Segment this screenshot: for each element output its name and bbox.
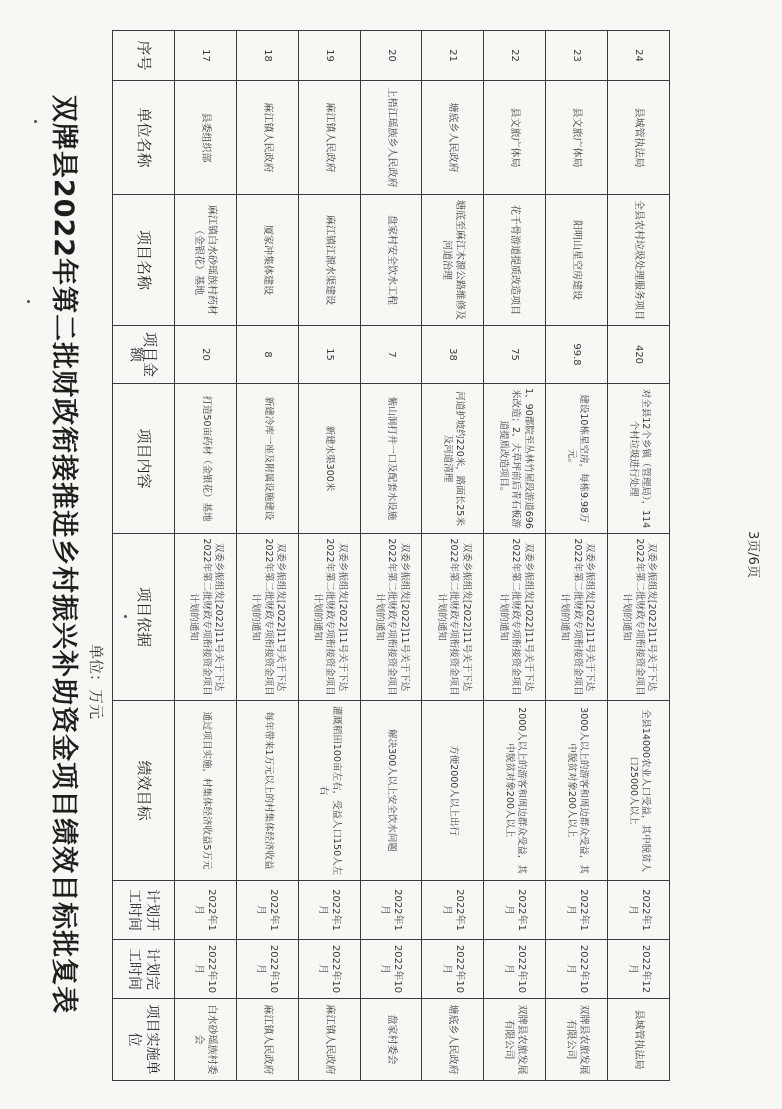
cell-unit-name: 上梧江瑶族乡人民政府 (360, 81, 422, 195)
cell-seq: 21 (422, 31, 484, 81)
cell-end: 2022年10月 (360, 940, 422, 999)
cell-unit-name: 县城管执法局 (608, 81, 670, 195)
cell-basis: 双委乡振组发[2022]11号关于下达2022年第二批财政专项衔接资金项目计划的通知 (175, 534, 237, 701)
cell-project-name: 塘底至麻江木源公路维修及河道治理 (422, 195, 484, 326)
cell-amount: 20 (175, 326, 237, 384)
cell-content: 打造50亩药材（金银花）基地 (175, 384, 237, 534)
cell-seq: 19 (298, 31, 360, 81)
cell-basis: 双委乡振组发[2022]11号关于下达2022年第二批财政专项衔接资金项目计划的通知 (360, 534, 422, 701)
page-number: 3页/6页 (745, 531, 760, 578)
header-row (113, 31, 175, 1081)
header-content: 项目内容 (113, 384, 175, 534)
cell-unit-name: 塘底乡人民政府 (422, 81, 484, 195)
cell-project-name: 麻江镇江源水渠建设 (298, 195, 360, 326)
cell-project-name: 厦家冲集体建设 (236, 195, 298, 326)
cell-start: 2022年1月 (422, 881, 484, 940)
cell-basis: 双委乡振组发[2022]11号关于下达2022年第二批财政专项衔接资金项目计划的通知 (546, 534, 608, 701)
cell-end: 2022年10月 (236, 940, 298, 999)
cell-content: 建设10栋星空房，每栋9.98万元。 (546, 384, 608, 534)
cell-basis: 双委乡振组发[2022]11号关于下达2022年第二批财政专项衔接资金项目计划的通知 (484, 534, 546, 701)
cell-unit-name: 县文旅广体局 (484, 81, 546, 195)
table-row (422, 31, 484, 1081)
cell-start: 2022年1月 (360, 881, 422, 940)
scan-speck (34, 120, 37, 123)
cell-seq: 20 (360, 31, 422, 81)
header-project-name: 项目名称 (113, 195, 175, 326)
cell-impl-unit: 盘家村委会 (360, 999, 422, 1081)
cell-unit-name: 麻江镇人民政府 (298, 81, 360, 195)
table-row (175, 31, 237, 1081)
cell-end: 2022年12月 (608, 940, 670, 999)
cell-amount: 38 (422, 326, 484, 384)
cell-end: 2022年10月 (484, 940, 546, 999)
header-impl-unit: 项目实施单位 (113, 999, 175, 1081)
cell-content: 新建水渠300米 (298, 384, 360, 534)
cell-amount: 7 (360, 326, 422, 384)
cell-project-name: 盘家村安全饮水工程 (360, 195, 422, 326)
header-seq: 序号 (113, 31, 175, 81)
cell-goal: 全县14000农业人口受益，其中脱贫人口25000人以上 (608, 701, 670, 881)
cell-goal: 方便2000人以上出行 (422, 701, 484, 881)
cell-goal: 3000人以上的游客和周边群众受益，其中脱贫对象200人以上 (546, 701, 608, 881)
cell-impl-unit: 双牌县农旅发展有限公司 (546, 999, 608, 1081)
header-end: 计划完工时间 (113, 940, 175, 999)
cell-seq: 18 (236, 31, 298, 81)
table-row (298, 31, 360, 1081)
scan-speck (27, 300, 30, 303)
cell-goal: 每年带来1万元以上的村集体经济收益 (236, 701, 298, 881)
cell-end: 2022年10月 (546, 940, 608, 999)
cell-impl-unit: 麻江镇人民政府 (298, 999, 360, 1081)
cell-content: 1、90郡院至丛林竹屋段游道696米改造；2、大草坪前后青石板游道提质改造项目。 (484, 384, 546, 534)
cell-seq: 22 (484, 31, 546, 81)
cell-start: 2022年1月 (608, 881, 670, 940)
table-row (360, 31, 422, 1081)
cell-project-name: 阳明山星空房建设 (546, 195, 608, 326)
cell-start: 2022年1月 (546, 881, 608, 940)
cell-amount: 8 (236, 326, 298, 384)
cell-goal: 2000人以上的游客和周边群众受益，其中脱贫对象200人以上 (484, 701, 546, 881)
cell-content: 对全县12个乡镇（管理局），114个村垃圾进行处理 (608, 384, 670, 534)
cell-amount: 420 (608, 326, 670, 384)
table-row (608, 31, 670, 1081)
header-basis: 项目依据 (113, 534, 175, 701)
cell-goal: 通过项目实施，村集体经济收益5万元 (175, 701, 237, 881)
approval-table (112, 30, 670, 1081)
page-title: 双牌县2022年第二批财政衔接推进乡村振兴补助资金项目绩效目标批复表 (48, 94, 79, 1015)
cell-project-name: 花千骨游道提质改造项目 (484, 195, 546, 326)
cell-content: 新建冷库一座及附属设施建设 (236, 384, 298, 534)
cell-seq: 23 (546, 31, 608, 81)
cell-basis: 双委乡振组发[2022]11号关于下达2022年第二批财政专项衔接资金项目计划的通知 (236, 534, 298, 701)
cell-end: 2022年10月 (422, 940, 484, 999)
cell-amount: 75 (484, 326, 546, 384)
header-start: 计划开工时间 (113, 881, 175, 940)
cell-seq: 17 (175, 31, 237, 81)
cell-start: 2022年1月 (236, 881, 298, 940)
cell-seq: 24 (608, 31, 670, 81)
cell-end: 2022年10月 (175, 940, 237, 999)
cell-content: 河道护坡约220米，路面长25米及河道清理 (422, 384, 484, 534)
cell-start: 2022年1月 (298, 881, 360, 940)
cell-impl-unit: 县城管执法局 (608, 999, 670, 1081)
table-row (236, 31, 298, 1081)
cell-project-name: 麻江镇白水砂瑶族村药材（金银花）基地 (175, 195, 237, 326)
unit-label: 单位：万元 (87, 643, 105, 719)
cell-basis: 双委乡振组发[2022]11号关于下达2022年第二批财政专项衔接资金项目计划的通知 (608, 534, 670, 701)
cell-start: 2022年1月 (175, 881, 237, 940)
cell-end: 2022年10月 (298, 940, 360, 999)
cell-start: 2022年1月 (484, 881, 546, 940)
cell-project-name: 全县农村垃圾处理服务项目 (608, 195, 670, 326)
cell-impl-unit: 塘底乡人民政府 (422, 999, 484, 1081)
cell-content: 紫山洞打井一口及配套水设施 (360, 384, 422, 534)
cell-impl-unit: 麻江镇人民政府 (236, 999, 298, 1081)
cell-basis: 双委乡振组发[2022]11号关于下达2022年第二批财政专项衔接资金项目计划的通知 (422, 534, 484, 701)
cell-amount: 99.8 (546, 326, 608, 384)
table-row (546, 31, 608, 1081)
cell-basis: 双委乡振组发[2022]11号关于下达2022年第二批财政专项衔接资金项目计划的通知 (298, 534, 360, 701)
cell-goal: 解决300人以上安全饮水问题 (360, 701, 422, 881)
cell-goal: 灌溉稻田100亩左右，受益人口150人左右 (298, 701, 360, 881)
cell-unit-name: 县委组织部 (175, 81, 237, 195)
cell-unit-name: 麻江镇人民政府 (236, 81, 298, 195)
cell-unit-name: 县文旅广体局 (546, 81, 608, 195)
header-amount: 项目金额 (113, 326, 175, 384)
header-unit-name: 单位名称 (113, 81, 175, 195)
cell-impl-unit: 双牌县农旅发展有限公司 (484, 999, 546, 1081)
cell-impl-unit: 白水砂瑶族村委会 (175, 999, 237, 1081)
header-goal: 绩效目标 (113, 701, 175, 881)
table-row (484, 31, 546, 1081)
cell-amount: 15 (298, 326, 360, 384)
